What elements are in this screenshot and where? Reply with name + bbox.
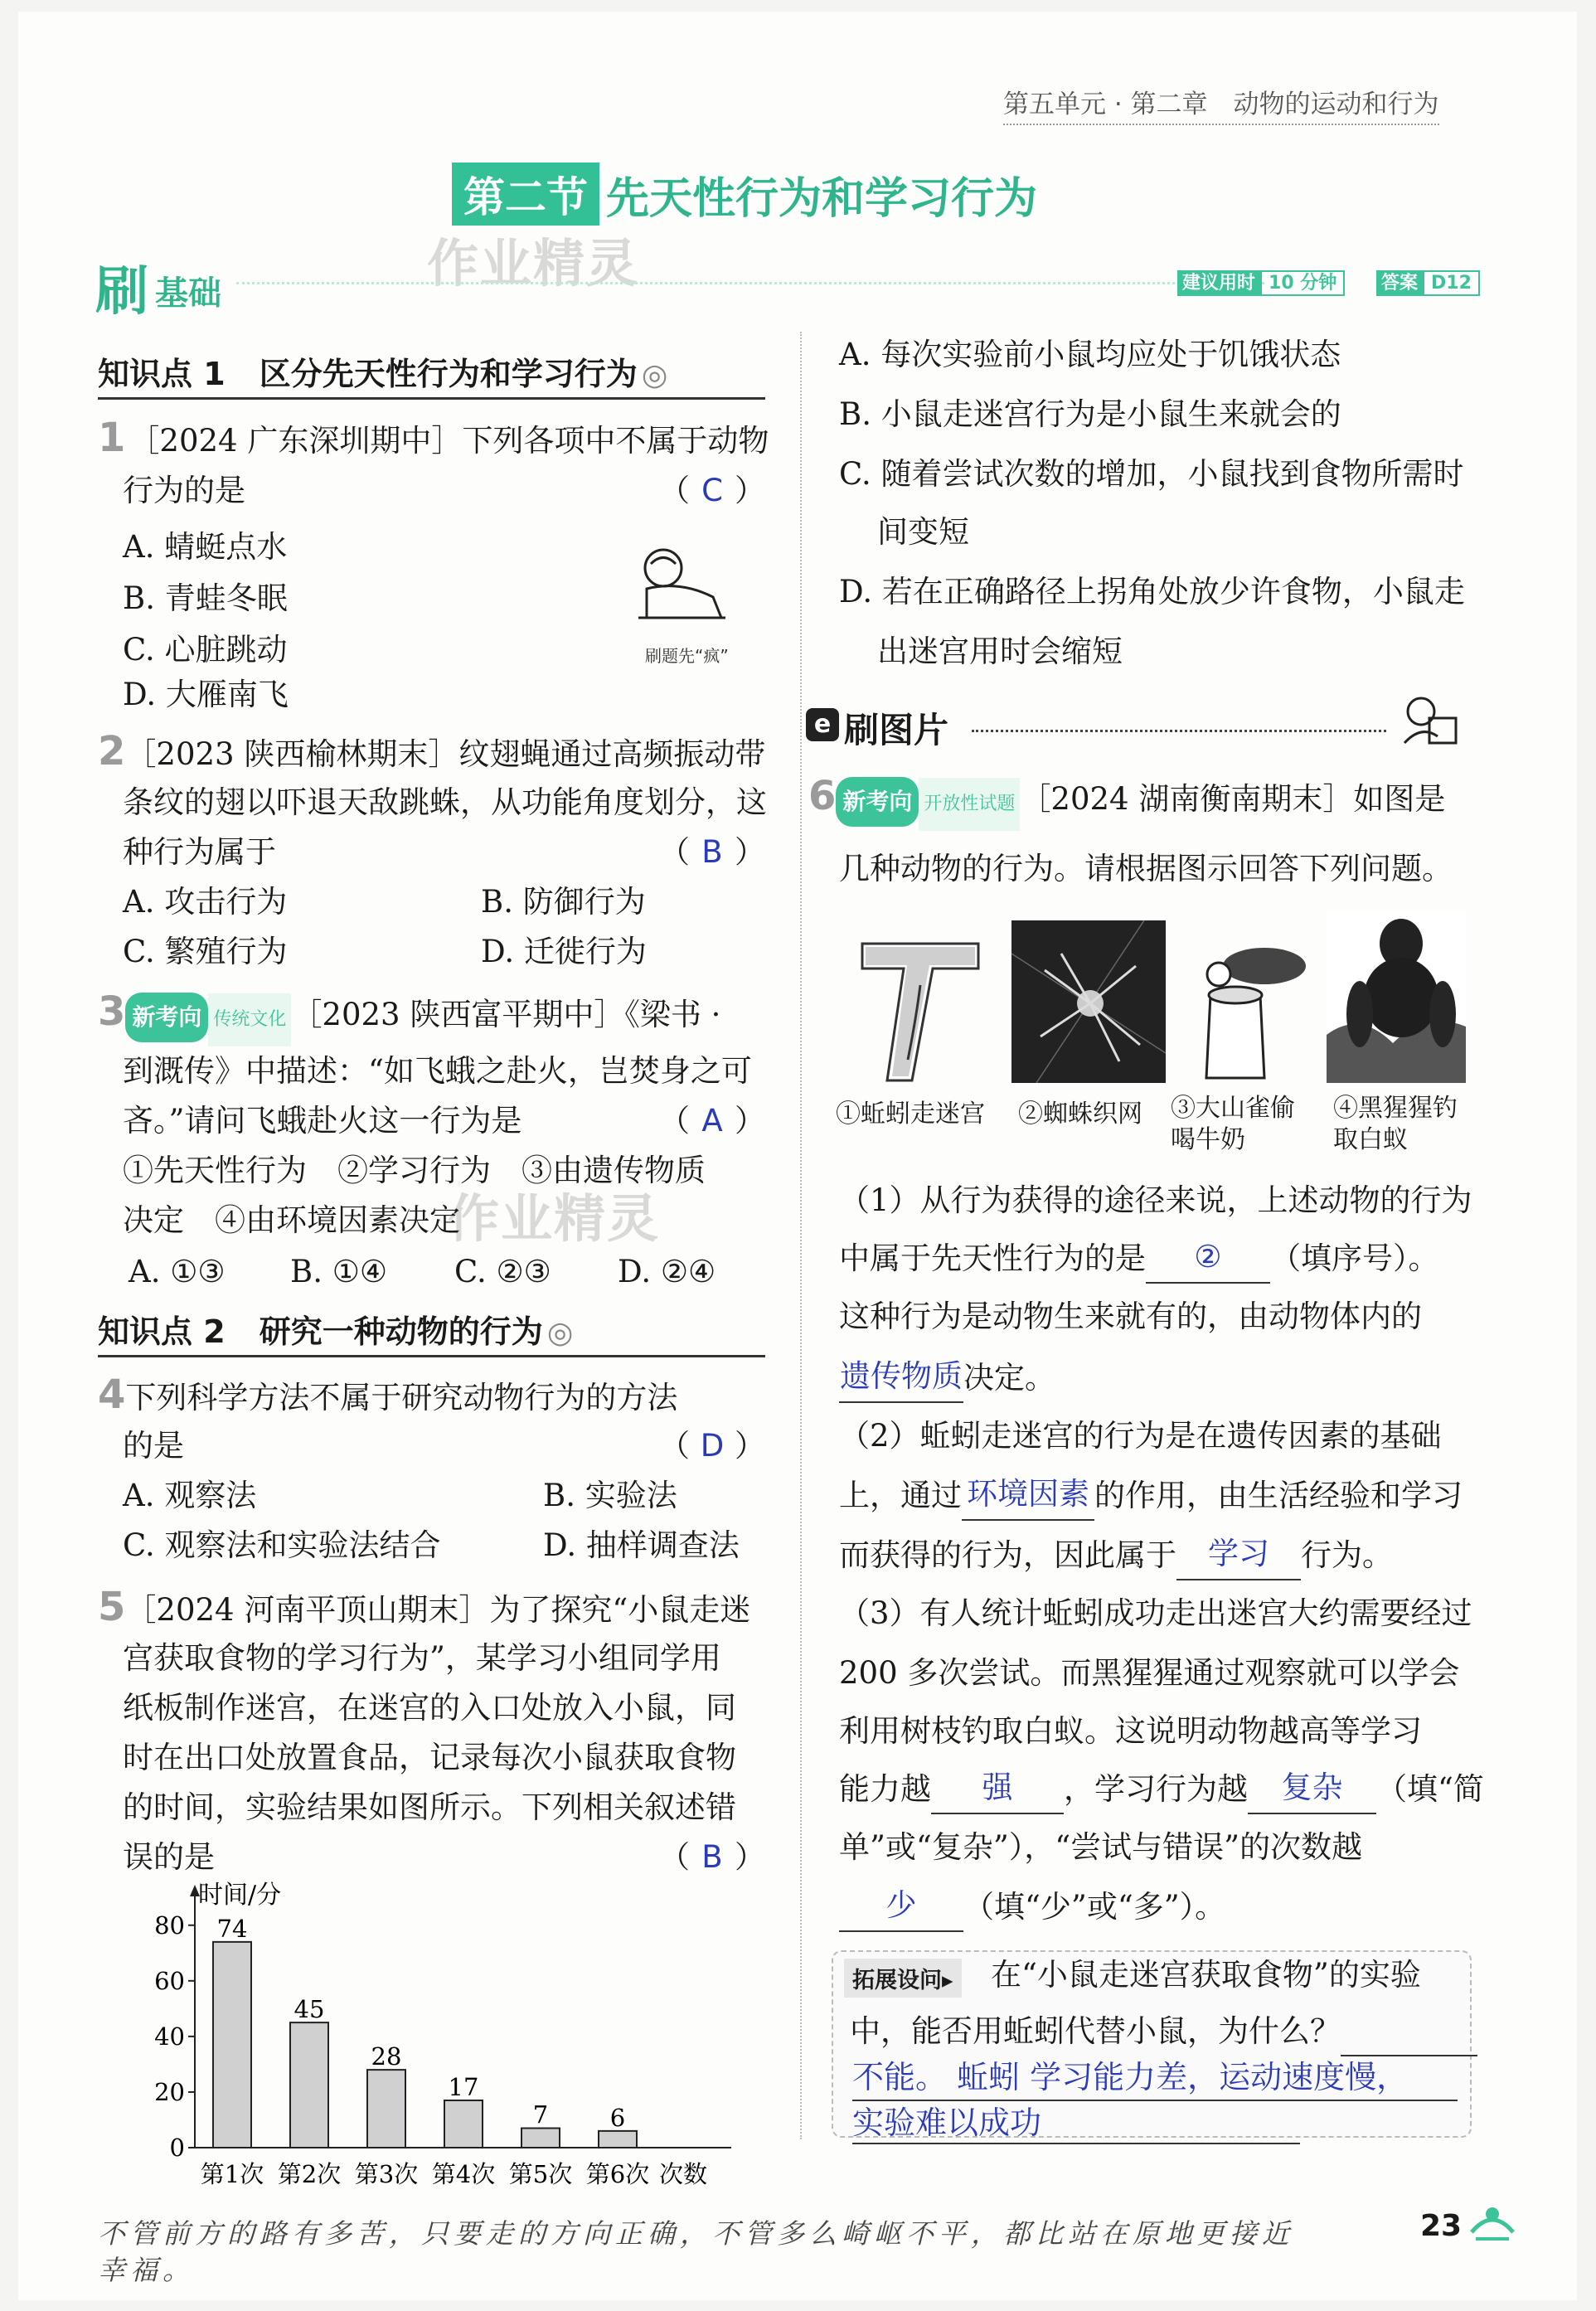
option-a: A. 攻击行为 bbox=[123, 884, 288, 920]
q6-part1-line4 bbox=[839, 1353, 1055, 1403]
text: 的作用，由生活经验和学习 bbox=[1094, 1478, 1463, 1513]
x-tick-label: 第3次 bbox=[354, 2160, 419, 2188]
target-icon: ◎ bbox=[641, 358, 668, 392]
chimpanzee-fishing-termites-picture bbox=[1327, 910, 1466, 1083]
question-2 bbox=[98, 726, 786, 779]
x-tick-label: 第2次 bbox=[277, 2160, 342, 2188]
option-d: D. 迁徙行为 bbox=[481, 934, 647, 969]
kp-label: 知识点 1 bbox=[98, 356, 226, 392]
question-3 bbox=[98, 987, 786, 1046]
paren: （ bbox=[659, 1428, 690, 1464]
kp-title: 研究一种动物的行为 bbox=[259, 1313, 543, 1350]
question-stem: 纹翅蝇通过高频振动带 bbox=[458, 736, 766, 772]
tag-subject: 传统文化 bbox=[208, 993, 291, 1046]
question-4 bbox=[98, 1370, 786, 1423]
q6-part3-line2: 200 多次尝试。而黑猩猩通过观察就可以学会 bbox=[839, 1655, 1460, 1691]
section-number-badge: 第二节 bbox=[452, 163, 599, 226]
question-1 bbox=[98, 413, 769, 466]
tag-subject: 开放性试题 bbox=[919, 778, 1020, 831]
option-b: B. 青蛙冬眠 bbox=[123, 580, 288, 616]
question-source: ［2024 广东深圳期中］ bbox=[129, 423, 463, 459]
page-number: 23 bbox=[1420, 2209, 1463, 2243]
answer-value: B bbox=[701, 1839, 723, 1875]
handwritten-answer: 学习 bbox=[1208, 1536, 1269, 1571]
brush-basics-band bbox=[95, 249, 1482, 323]
question-stem-line: 几种动物的行为。请根据图示回答下列问题。 bbox=[839, 851, 1453, 886]
question-stem-line: 宫获取食物的学习行为”，某学习小组同学用 bbox=[123, 1640, 721, 1676]
option-d: D. 大雁南飞 bbox=[123, 677, 289, 712]
text: ，学习行为越 bbox=[1064, 1771, 1248, 1807]
x-axis-label: 次数 bbox=[659, 2160, 708, 2188]
extension-handwritten-answer-1: 不能。 蚯蚓 学习能力差，运动速度慢， bbox=[852, 2055, 1458, 2101]
band-divider bbox=[236, 282, 1264, 284]
question-stem-line: 时在出口处放置食品，记录每次小鼠获取食物 bbox=[123, 1740, 736, 1775]
q6-part2-line3 bbox=[839, 1531, 1393, 1580]
y-axis-label: 时间/分 bbox=[198, 1881, 282, 1910]
kp-title: 区分先天性行为和学习行为 bbox=[259, 356, 638, 392]
question-stem-line: 到溉传》中描述：“如飞蛾之赴火，岂焚身之可 bbox=[123, 1053, 752, 1089]
option-d-cont: 出迷宫用时会缩短 bbox=[877, 634, 1123, 669]
bar bbox=[290, 2022, 328, 2148]
question-stem-line: 种行为属于 bbox=[123, 834, 276, 870]
earthworm-maze-picture bbox=[854, 927, 982, 1085]
option-a: A. 每次实验前小鼠均应处于饥饿状态 bbox=[839, 337, 1341, 372]
q6-part1-line3: 这种行为是动物生来就有的，由动物体内的 bbox=[839, 1299, 1422, 1334]
question-6 bbox=[808, 771, 1488, 831]
question-stem-line: 吝。”请问飞蛾赴火这一行为是 bbox=[123, 1103, 522, 1139]
answer-value: D bbox=[700, 1428, 725, 1464]
bar bbox=[213, 1942, 251, 2148]
target-icon: ◎ bbox=[546, 1316, 574, 1350]
bar bbox=[599, 2131, 637, 2148]
q6-part2-line1: （2）蚯蚓走迷宫的行为是在遗传因素的基础 bbox=[839, 1418, 1442, 1454]
option-b: B. ①④ bbox=[290, 1254, 388, 1289]
chapter-breadcrumb: 第五单元 · 第二章 动物的运动和行为 bbox=[1003, 83, 1439, 125]
section-name: 先天性行为和学习行为 bbox=[606, 172, 1038, 224]
question-stem: 如图是 bbox=[1353, 781, 1446, 817]
column-divider bbox=[800, 332, 802, 2139]
answer-ref-label: 答案 bbox=[1376, 270, 1423, 296]
paren: ） bbox=[734, 1839, 765, 1875]
extension-label-text: 拓展设问 bbox=[852, 1968, 942, 1993]
option-b: B. 小鼠走迷宫行为是小鼠生来就会的 bbox=[839, 396, 1341, 432]
brush-pictures-header bbox=[806, 703, 1469, 753]
answer-ref-value: D12 bbox=[1423, 270, 1480, 296]
question-stem: 下列科学方法不属于研究动物行为的方法 bbox=[125, 1380, 678, 1415]
question-stem: 为了探究“小鼠走迷 bbox=[489, 1592, 751, 1628]
time-value: 10 分钟 bbox=[1260, 270, 1345, 296]
paren: ） bbox=[735, 1428, 765, 1464]
question-source: ［2023 陕西富平期中］ bbox=[291, 997, 625, 1032]
paren: ） bbox=[734, 834, 765, 870]
question-source: ［2023 陕西榆林期末］ bbox=[125, 736, 459, 772]
text: （填序号）。 bbox=[1270, 1240, 1439, 1276]
question-number: 6 bbox=[808, 773, 837, 819]
paren: （ bbox=[659, 473, 690, 508]
blank-learned bbox=[1176, 1536, 1301, 1580]
handwritten-answer: 环境因素 bbox=[967, 1476, 1089, 1512]
option-b: B. 防御行为 bbox=[481, 884, 646, 920]
handwritten-answer: 遗传物质 bbox=[840, 1358, 963, 1394]
option-d: D. ②④ bbox=[618, 1254, 716, 1289]
text: 决定。 bbox=[963, 1360, 1055, 1396]
new-direction-tag: 新考向 bbox=[836, 777, 919, 827]
option-c: C. 随着尝试次数的增加，小鼠找到食物所需时 bbox=[839, 456, 1464, 492]
y-tick-label: 20 bbox=[154, 2077, 185, 2106]
bar-value-label: 6 bbox=[609, 2103, 626, 2132]
y-tick-label: 80 bbox=[154, 1910, 185, 1940]
option-d: D. 抽样调查法 bbox=[543, 1527, 740, 1563]
page-corner-logo-icon bbox=[1467, 2199, 1517, 2245]
question-stem bbox=[123, 466, 245, 516]
option-a: A. 观察法 bbox=[123, 1478, 257, 1513]
blank-stronger bbox=[931, 1770, 1064, 1814]
q6-part1-line1: （1）从行为获得的途径来说，上述动物的行为 bbox=[839, 1182, 1472, 1218]
blank-extension-answer bbox=[1341, 2027, 1477, 2056]
question-number: 5 bbox=[98, 1584, 126, 1630]
option-c: C. ②③ bbox=[454, 1254, 551, 1289]
text: 能力越 bbox=[839, 1771, 931, 1807]
picture-caption-2: ②蜘蛛织网 bbox=[1018, 1100, 1142, 1129]
question-number: 3 bbox=[98, 988, 126, 1035]
option-c-cont: 间变短 bbox=[877, 514, 969, 550]
bar-value-label: 7 bbox=[532, 2100, 549, 2129]
basics-label: 基础 bbox=[155, 274, 221, 313]
question-number: 1 bbox=[98, 415, 126, 461]
spider-web-picture bbox=[1011, 920, 1166, 1083]
bar-value-label: 28 bbox=[371, 2042, 402, 2071]
answer-slot bbox=[659, 1421, 765, 1471]
answer-value: B bbox=[701, 834, 723, 870]
question-source: ［2024 河南平顶山期末］ bbox=[125, 1592, 490, 1628]
bar-value-label: 74 bbox=[216, 1914, 248, 1943]
text: （填“少”或“多”）。 bbox=[963, 1889, 1226, 1925]
text: 而获得的行为，因此属于 bbox=[839, 1537, 1176, 1573]
bar-value-label: 17 bbox=[448, 2073, 479, 2101]
text: 中，能否用蚯蚓代替小鼠，为什么？ bbox=[850, 2013, 1341, 2049]
handwritten-answer: 复杂 bbox=[1281, 1770, 1343, 1805]
y-tick-label: 60 bbox=[154, 1966, 185, 1995]
answer-ref bbox=[1376, 269, 1480, 294]
y-tick-label: 40 bbox=[154, 2022, 185, 2051]
kp-label: 知识点 2 bbox=[98, 1313, 226, 1350]
blank-fewer bbox=[839, 1887, 963, 1932]
answer-slot bbox=[659, 1833, 765, 1882]
blank-environmental-factors bbox=[962, 1476, 1094, 1521]
handwritten-answer: 少 bbox=[885, 1887, 917, 1923]
option-c: C. 繁殖行为 bbox=[123, 934, 288, 969]
option-c: C. 心脏跳动 bbox=[123, 632, 288, 668]
question-stem-line: 行为的是 bbox=[123, 473, 245, 508]
blank-genetic-material bbox=[839, 1358, 963, 1403]
statement-list: ①先天性行为 ②学习行为 ③由遗传物质 bbox=[123, 1153, 706, 1188]
picture-caption-4: ④黑猩猩钓 取白蚁 bbox=[1333, 1094, 1458, 1154]
x-tick-label: 第5次 bbox=[508, 2160, 573, 2188]
x-tick-label: 第6次 bbox=[585, 2160, 650, 2188]
paren: ） bbox=[735, 473, 765, 508]
x-tick-label: 第1次 bbox=[200, 2160, 264, 2188]
cartoon-caption: 刷题先“疯” bbox=[645, 646, 729, 666]
extension-label bbox=[844, 1959, 962, 1998]
brush-glyph: 刷 bbox=[95, 261, 148, 323]
text: 中属于先天性行为的是 bbox=[839, 1240, 1146, 1276]
question-stem-line: 纸板制作迷宫，在迷宫的入口处放入小鼠，同 bbox=[123, 1690, 736, 1726]
bar-value-label: 45 bbox=[293, 1995, 325, 2024]
extension-line2 bbox=[850, 2007, 1477, 2056]
question-number: 2 bbox=[98, 728, 126, 774]
blank-more-complex bbox=[1248, 1770, 1376, 1814]
spider-icon bbox=[1011, 920, 1166, 1083]
paren: （ bbox=[659, 1839, 690, 1875]
picture-caption-1: ①蚯蚓走迷宫 bbox=[836, 1100, 985, 1129]
question-stem-line: 的是 bbox=[123, 1428, 184, 1464]
question-number: 4 bbox=[98, 1372, 126, 1418]
knowledge-point-1 bbox=[98, 348, 765, 400]
q6-part2-line2 bbox=[839, 1471, 1463, 1521]
statement-list: 决定 ④由环境因素决定 bbox=[123, 1202, 460, 1238]
option-a: A. 蜻蜓点水 bbox=[123, 529, 288, 565]
answer-value: C bbox=[701, 473, 723, 508]
tit-drinking-milk-picture bbox=[1186, 929, 1314, 1082]
option-b: B. 实验法 bbox=[543, 1478, 677, 1513]
question-stem: 下列各项中不属于动物 bbox=[462, 423, 769, 459]
watermark-logo: 作业精灵 bbox=[427, 233, 640, 294]
q6-part3-line1: （3）有人统计蚯蚓成功走出迷宫大约需要经过 bbox=[839, 1595, 1472, 1631]
bar bbox=[521, 2129, 560, 2148]
option-a: A. ①③ bbox=[129, 1254, 226, 1289]
bar bbox=[367, 2070, 405, 2148]
extension-handwritten-answer-2: 实验难以成功 bbox=[852, 2103, 1300, 2144]
cartoon-student-illustration bbox=[622, 539, 738, 630]
q6-part3-line3: 利用树枝钓取白蚁。这说明动物越高等学习 bbox=[839, 1713, 1422, 1749]
question-5 bbox=[98, 1582, 786, 1635]
question-stem: 《梁书 · bbox=[624, 997, 721, 1032]
text: 上，通过 bbox=[839, 1478, 962, 1513]
question-stem-line: 条纹的翅以吓退天敌跳蛛，从功能角度划分，这 bbox=[123, 784, 767, 820]
brush-pictures-label: 刷图片 bbox=[844, 710, 949, 750]
paren: （ bbox=[659, 1103, 690, 1139]
y-tick-label: 0 bbox=[169, 2134, 185, 2162]
q6-part3-line6 bbox=[839, 1882, 1225, 1932]
x-tick-label: 第4次 bbox=[431, 2160, 496, 2188]
answer-value: A bbox=[701, 1103, 723, 1139]
handwritten-answer: 强 bbox=[982, 1770, 1013, 1805]
pictures-icon: e bbox=[806, 708, 839, 741]
text: 行为。 bbox=[1301, 1537, 1393, 1573]
extension-line1: 在“小鼠走迷宫获取食物”的实验 bbox=[991, 1957, 1421, 1993]
reading-cartoon-icon bbox=[1396, 693, 1461, 751]
header-divider bbox=[972, 730, 1386, 732]
text: （填“简 bbox=[1376, 1771, 1484, 1807]
knowledge-point-2 bbox=[98, 1306, 765, 1357]
question-source: ［2024 湖南衡南期末］ bbox=[1020, 781, 1354, 817]
picture-caption-3: ③大山雀偷 喝牛奶 bbox=[1171, 1094, 1295, 1154]
bar bbox=[444, 2100, 483, 2148]
q6-part1-line2 bbox=[839, 1234, 1439, 1284]
paren: （ bbox=[659, 834, 690, 870]
question-stem-line: 误的是 bbox=[123, 1839, 215, 1875]
time-label: 建议用时 bbox=[1177, 270, 1260, 296]
handwritten-answer: ② bbox=[1194, 1239, 1222, 1274]
answer-slot bbox=[659, 1096, 765, 1146]
option-c: C. 观察法和实验法结合 bbox=[123, 1527, 441, 1563]
footer-motto-line2: 幸福。 bbox=[98, 2254, 195, 2286]
arrow-icon: ▸ bbox=[942, 1968, 953, 1993]
maze-time-bar-chart bbox=[133, 1878, 746, 2197]
question-stem-line: 的时间，实验结果如图所示。下列相关叙述错 bbox=[123, 1789, 736, 1825]
paren: ） bbox=[735, 1103, 765, 1139]
new-direction-tag: 新考向 bbox=[125, 993, 208, 1042]
watermark-logo: 作业精灵 bbox=[448, 1188, 661, 1249]
footer-motto-line1: 不管前方的路有多苦，只要走的方向正确，不管多么崎岖不平，都比站在原地更接近 bbox=[98, 2217, 1294, 2250]
blank-innate-behavior bbox=[1146, 1239, 1270, 1284]
section-title bbox=[452, 164, 1037, 224]
suggested-time bbox=[1177, 269, 1345, 294]
answer-slot bbox=[659, 828, 765, 877]
option-d: D. 若在正确路径上拐角处放少许食物，小鼠走 bbox=[839, 574, 1465, 609]
answer-slot bbox=[659, 466, 765, 516]
q6-part3-line5: 单”或“复杂”），“尝试与错误”的次数越 bbox=[839, 1829, 1363, 1865]
q6-part3-line4 bbox=[839, 1765, 1484, 1814]
